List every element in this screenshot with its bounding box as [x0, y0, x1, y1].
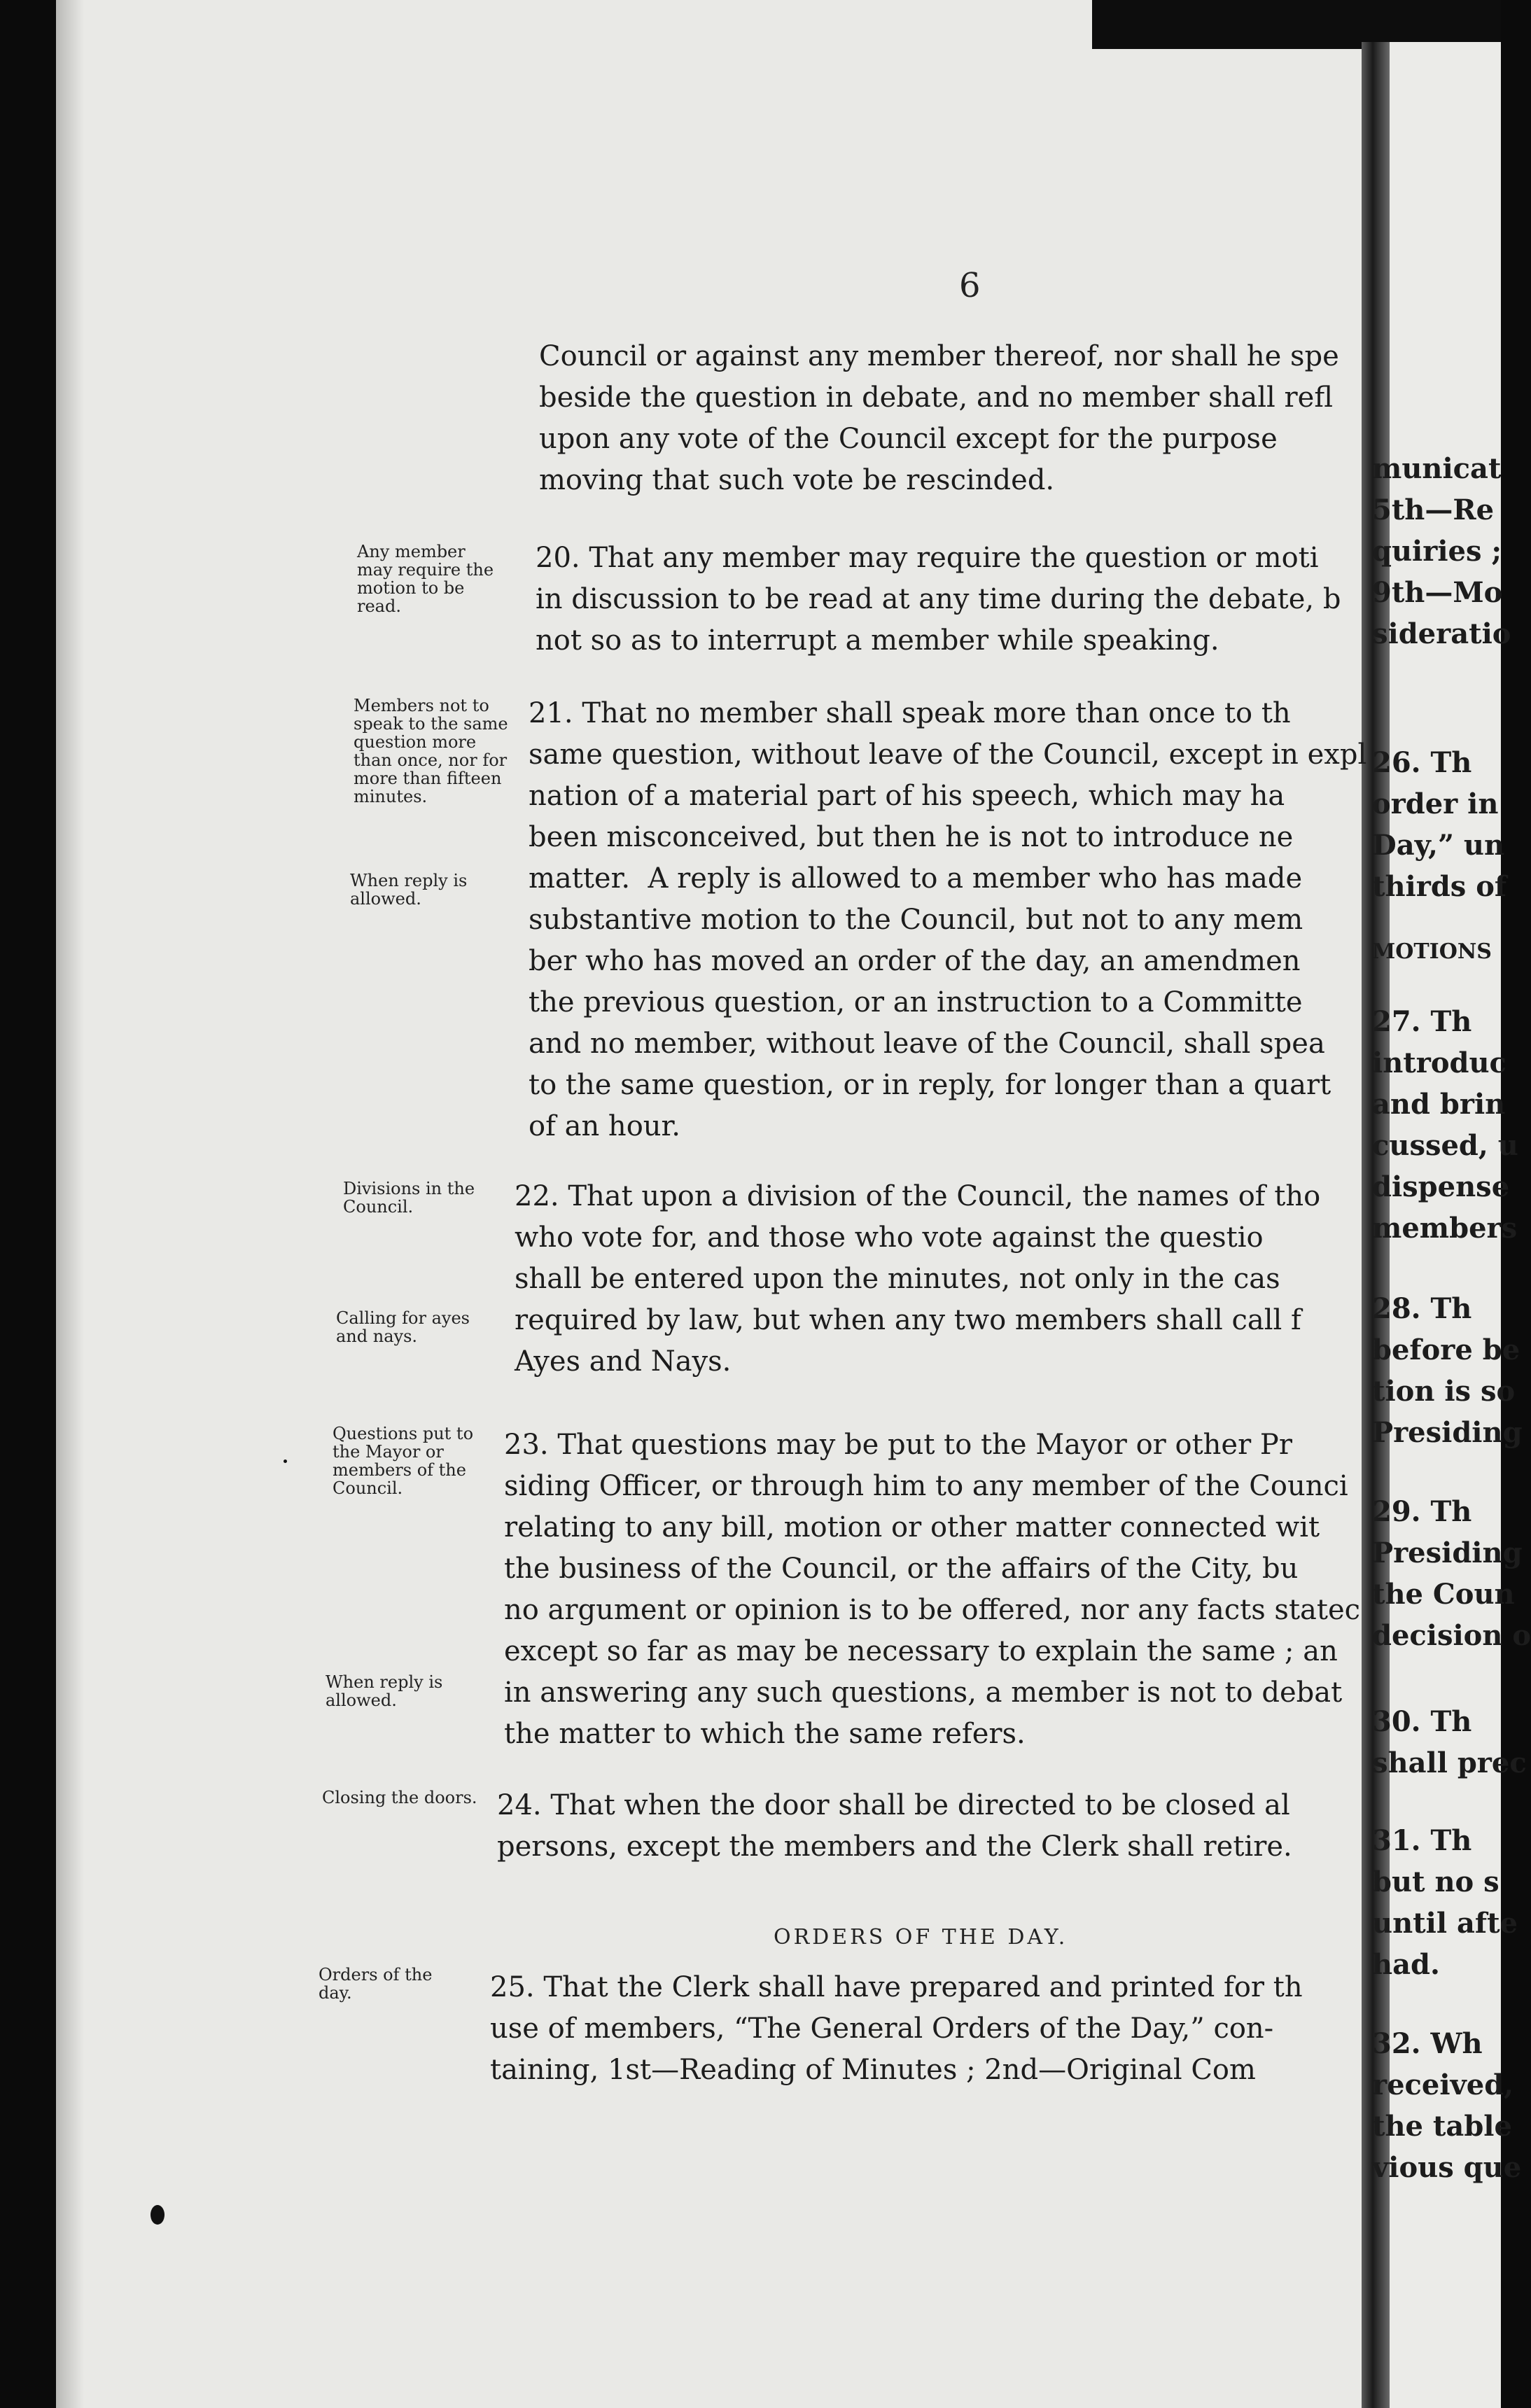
paragraph-24: 24. That when the door shall be directed to be closed al persons, except the members and the Clerk shall retire.: [497, 1789, 1292, 1863]
paragraph-20: 20. That any member may require the question or moti in discussion to be read at any time during the debate, b not so as to interrupt a member while speaking.: [536, 542, 1341, 657]
ink-speck: [151, 2205, 165, 2225]
paragraph-23: 23. That questions may be put to the Mayor or other Pr siding Officer, or through him to any member of the Counci relating to any bill, motion or other matter connected wit the business of the Council, or the affairs of the City, bu no argument or opinion is to be offered, nor any facts statec except so far as may be necessary to explain the same ; an in answering any such questions, a member is not to debat the matter to which the same refers.: [504, 1429, 1361, 1750]
right-page-paragraph-30: 30. Th shall prec: [1372, 1705, 1527, 1779]
paragraph-19-continued: Council or against any member thereof, nor shall he spe beside the question in debate, and no member shall refl upon any vote of the Council except for the purpose moving that such vote be rescinded.: [539, 340, 1339, 496]
margin-note-25: Orders of the day.: [319, 1965, 433, 2003]
margin-note-20: Any member may require the motion to be read.: [357, 542, 494, 616]
paragraph-25: 25. That the Clerk shall have prepared and printed for th use of members, “The General Orders of the Day,” con- taining, 1st—Reading of Minutes ; 2nd—Original Com: [490, 1971, 1303, 2086]
margin-note-24: Closing the doors.: [322, 1788, 477, 1807]
margin-note-21-reply: When reply is allowed.: [350, 871, 468, 909]
margin-note-22-ayes: Calling for ayes and nays.: [336, 1308, 470, 1346]
right-page-paragraph-32: 32. Wh received, the table vious que: [1372, 2027, 1522, 2184]
page-number: 6: [959, 266, 981, 305]
margin-note-23-reply: When reply is allowed.: [326, 1672, 443, 1710]
margin-note-21: Members not to speak to the same question more than once, nor for more than fifteen minutes.: [354, 696, 508, 806]
right-page-paragraph-26: 26. Th order in Day,” un thirds of: [1372, 746, 1507, 903]
page-edge-shadow: [56, 0, 84, 2408]
paragraph-22: 22. That upon a division of the Council, the names of tho who vote for, and those who vote against the questio shall be entered upon the minutes, not only in the cas required by law, but when any two members shall call f Ayes and Nays.: [515, 1180, 1321, 1378]
right-page-block-1: municat 5th—Re quiries ; 9th—Mo sideratio: [1372, 452, 1511, 650]
right-page-paragraph-28: 28. Th before be tion is so Presiding: [1372, 1292, 1523, 1449]
right-page-paragraph-31: 31. Th but no s until afte had.: [1372, 1824, 1518, 1981]
ink-speck-small: [284, 1460, 287, 1463]
paragraph-21: 21. That no member shall speak more than once to th same question, without leave of the Council, except in expl nation of a material part of his speech, which may ha been misconceived, but then he is not to introduce ne matter. A reply is allowed to a member who has made substantive motion to the Council, but not to any mem ber who has moved an order of the day, an amendmen the previous question, or an instruction to a Committe and no member, without leave of the Council, shall spea to the same question, or in reply, for longer than a quart of an hour.: [529, 697, 1367, 1142]
section-heading: ORDERS OF THE DAY.: [774, 1925, 1068, 1949]
margin-note-22: Divisions in the Council.: [343, 1179, 475, 1217]
right-page-motions-heading: MOTIONS: [1372, 939, 1492, 964]
right-page-paragraph-27: 27. Th introduc and brin cussed, u dispense members: [1372, 1005, 1518, 1245]
right-page-paragraph-29: 29. Th Presiding the Coun decision o: [1372, 1495, 1531, 1652]
margin-note-23: Questions put to the Mayor or members of the Council.: [333, 1424, 474, 1498]
